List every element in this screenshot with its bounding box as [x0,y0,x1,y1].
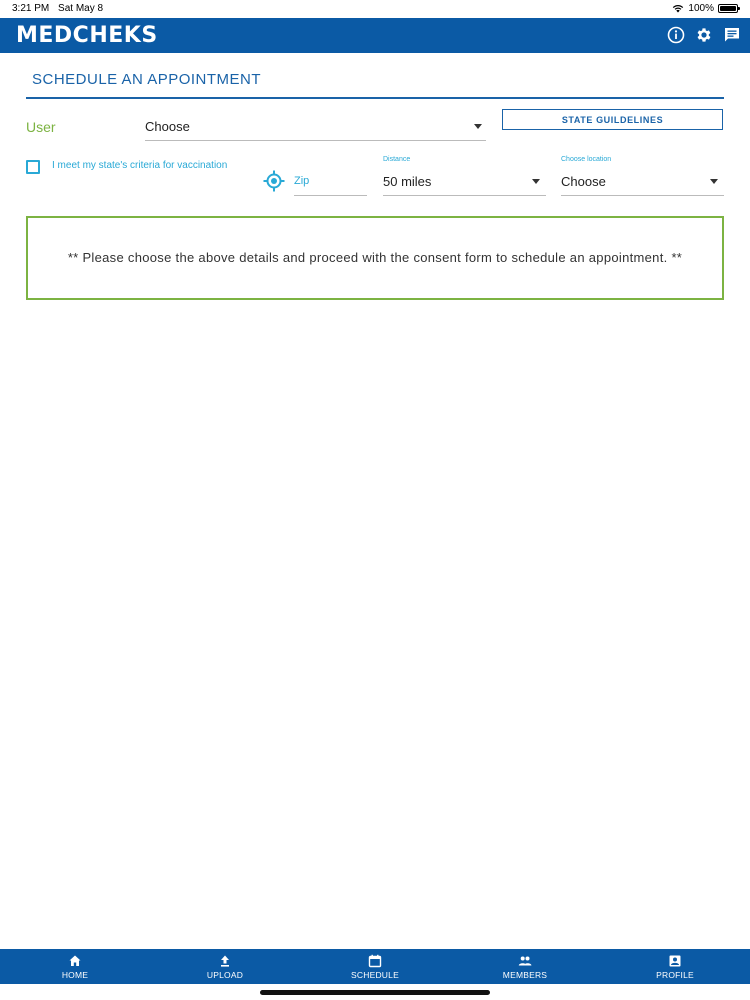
chevron-down-icon [474,124,482,129]
location-select[interactable] [561,168,724,196]
bottom-nav [0,949,750,984]
location-label: Choose location [561,156,612,163]
profile-icon [668,954,682,968]
user-select-value: Choose [145,119,190,134]
location-select-value: Choose [561,174,606,189]
nav-home[interactable] [0,949,150,984]
nav-upload[interactable] [150,949,300,984]
state-guidelines-button[interactable]: STATE GUILDELINES [502,109,723,130]
distance-select[interactable] [383,168,546,196]
home-indicator[interactable] [260,990,490,995]
zip-input[interactable] [294,168,367,194]
distance-select-value: 50 miles [383,174,432,189]
instruction-notice [26,216,724,300]
criteria-label: I meet my state's criteria for vaccination [52,160,228,171]
nav-members[interactable] [450,949,600,984]
nav-label: PROFILE [656,969,694,980]
nav-profile[interactable] [600,949,750,984]
header-actions [666,25,742,45]
locate-icon[interactable] [263,170,285,192]
notice-text: ** Please choose the above details and proceed with the consent form to schedule an appointment. ** [67,250,683,265]
home-icon [68,954,82,968]
distance-label: Distance [383,156,411,163]
nav-schedule[interactable] [300,949,450,984]
app-logo: MEDCHEKS [16,23,158,48]
status-bar [0,0,750,18]
calendar-icon [368,954,382,968]
nav-label: SCHEDULE [351,969,399,980]
status-right [672,3,738,14]
status-date: Sat May 8 [58,3,104,14]
nav-label: HOME [61,969,89,980]
page-title: SCHEDULE AN APPOINTMENT [32,71,262,88]
chat-icon[interactable] [722,25,742,45]
zip-field[interactable] [294,168,367,196]
battery-percent: 100% [688,3,714,14]
chevron-down-icon [710,179,718,184]
user-select[interactable] [145,112,486,141]
members-icon [518,954,532,968]
title-divider [26,97,724,99]
battery-icon [718,4,738,13]
info-icon[interactable] [666,25,686,45]
wifi-icon [672,4,684,13]
status-time-date [12,3,109,14]
app-header [0,18,750,53]
battery-fill [720,6,736,11]
gear-icon[interactable] [694,25,714,45]
upload-icon [218,954,232,968]
user-label: User [26,119,56,135]
status-time: 3:21 PM [12,3,50,14]
nav-label: UPLOAD [206,969,244,980]
chevron-down-icon [532,179,540,184]
nav-label: MEMBERS [502,969,548,980]
criteria-checkbox[interactable] [26,160,40,174]
